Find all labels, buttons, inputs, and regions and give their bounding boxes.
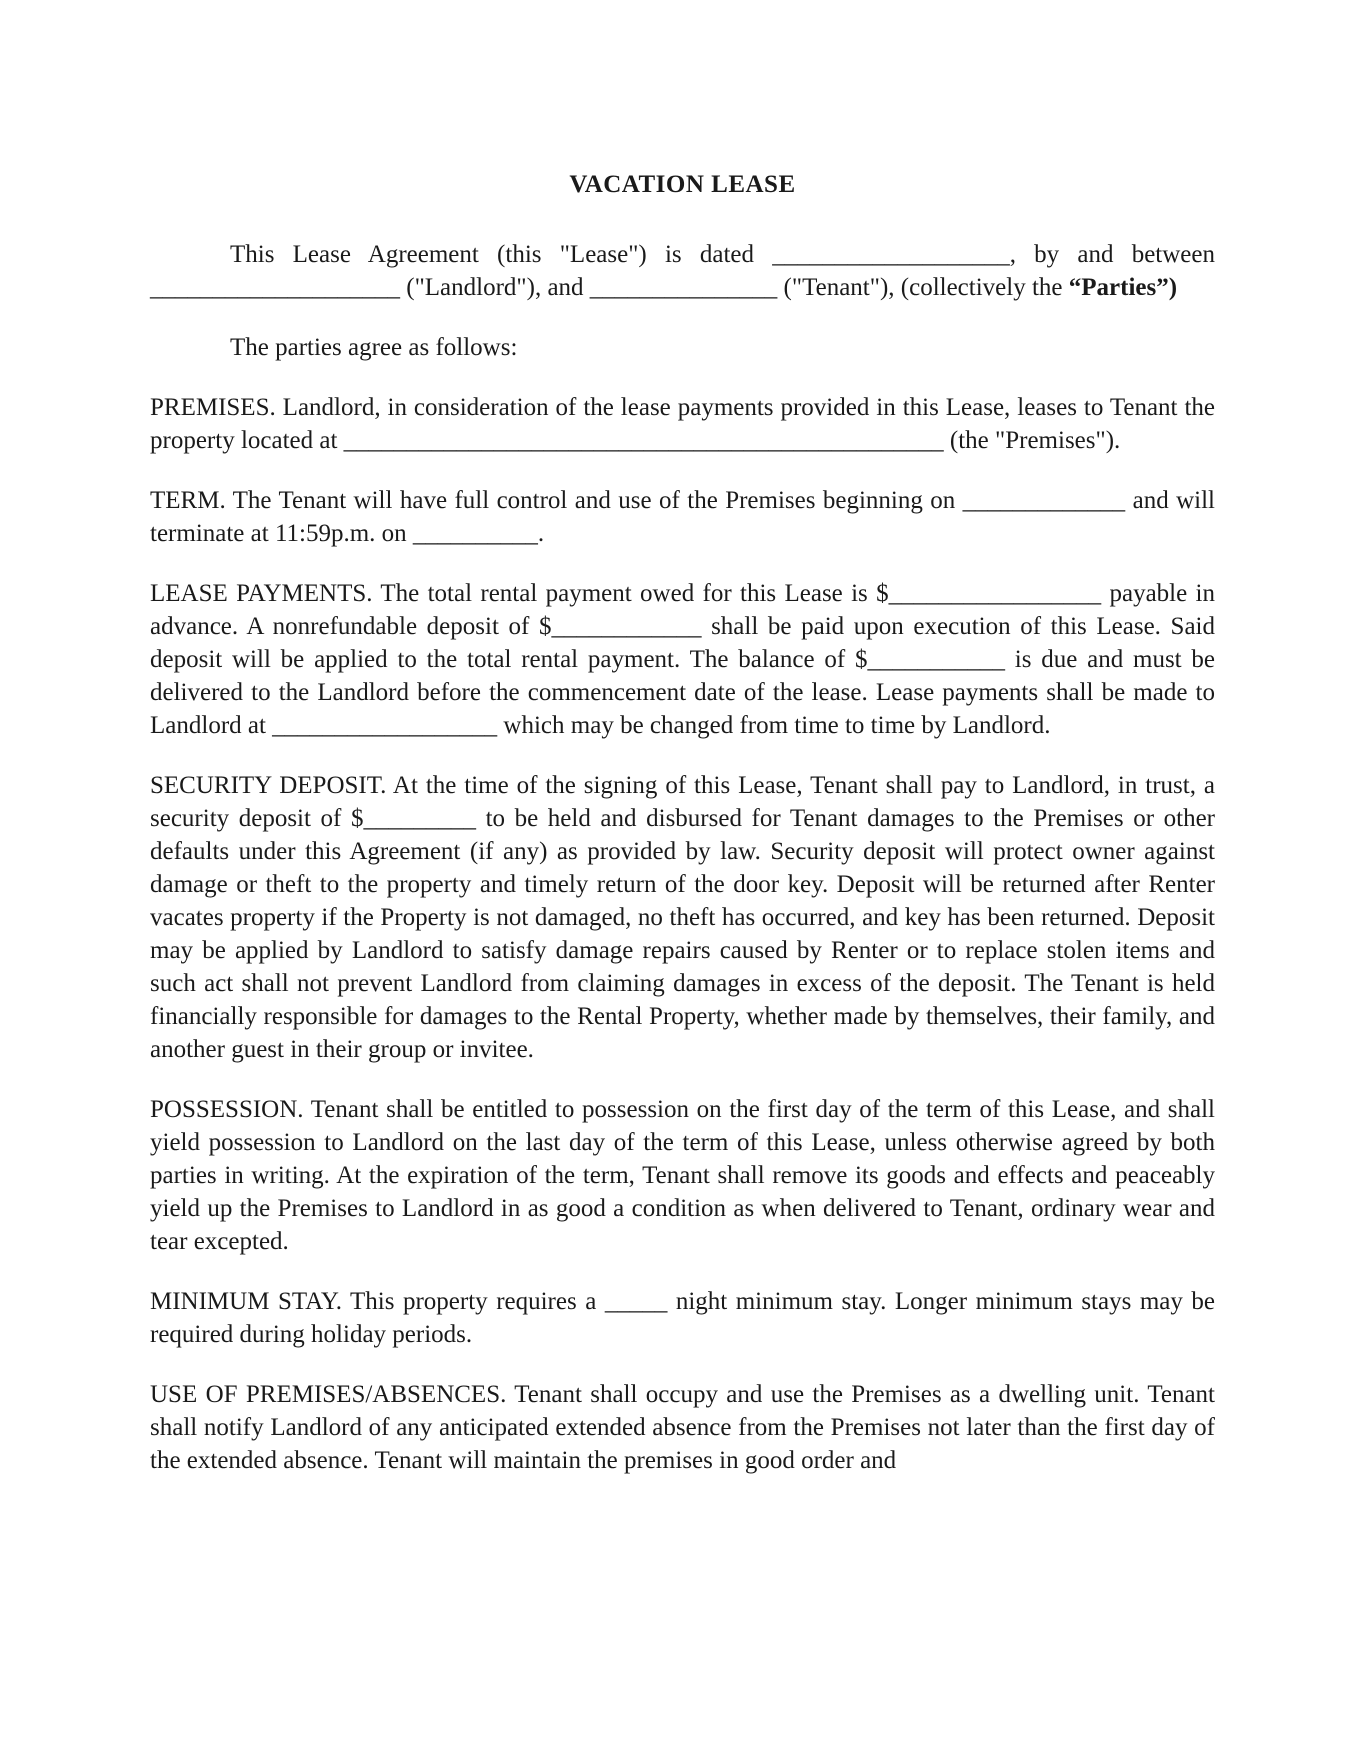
paragraph-possession [150,1093,1215,1258]
paragraph-bold-text: “Parties”) [1068,274,1178,301]
paragraph-text: USE OF PREMISES/ABSENCES. Tenant shall occupy and use the Premises as a dwelling unit. Tenant shall notify Landlord of any anticipated extended absence from the Premises not later than the first day of the extended absence. Tenant will maintain the premises in good order and [150,1381,1215,1474]
document-body [150,238,1215,1477]
paragraph-text: PREMISES. Landlord, in consideration of the lease payments provided in this Lease, leases to Tenant the property located at ________________________________________________ (the "Premises"). [150,394,1215,454]
paragraph-text: SECURITY DEPOSIT. At the time of the signing of this Lease, Tenant shall pay to Landlord, in trust, a security deposit of $_________ to be held and disbursed for Tenant damages to the Premises or other defaults under this Agreement (if any) as provided by law. Security deposit will protect owner against damage or theft to the property and timely return of the door key. Deposit will be returned after Renter vacates property if the Property is not damaged, no theft has occurred, and key has been returned. Deposit may be applied by Landlord to satisfy damage repairs caused by Renter or to replace stolen items and such act shall not prevent Landlord from claiming damages in excess of the deposit. The Tenant is held financially responsible for damages to the Rental Property, whether made by themselves, their family, and another guest in their group or invitee. [150,772,1215,1063]
paragraph-text: This Lease Agreement (this "Lease") is dated ___________________, by and between ____________________ ("Landlord"), and _______________ ("Tenant"), (collectively the [150,241,1215,301]
paragraph-text: MINIMUM STAY. This property requires a _____ night minimum stay. Longer minimum stays may be required during holiday periods. [150,1288,1215,1348]
paragraph-minimum-stay [150,1285,1215,1351]
paragraph-text: LEASE PAYMENTS. The total rental payment owed for this Lease is $_________________ payable in advance. A nonrefundable deposit of $____________ shall be paid upon execution of this Lease. Said deposit will be applied to the total rental payment. The balance of $___________ is due and must be delivered to the Landlord before the commencement date of the lease. Lease payments shall be made to Landlord at __________________ which may be changed from time to time by Landlord. [150,580,1215,739]
paragraph-security-deposit [150,769,1215,1066]
paragraph-text: POSSESSION. Tenant shall be entitled to possession on the first day of the term of this Lease, and shall yield possession to Landlord on the last day of the term of this Lease, unless otherwise agreed by both parties in writing. At the expiration of the term, Tenant shall remove its goods and effects and peaceably yield up the Premises to Landlord in as good a condition as when delivered to Tenant, ordinary wear and tear excepted. [150,1096,1215,1255]
paragraph-text: TERM. The Tenant will have full control and use of the Premises beginning on _____________ and will terminate at 11:59p.m. on __________. [150,487,1215,547]
paragraph-lease-payments [150,577,1215,742]
paragraph-use-of-premises [150,1378,1215,1477]
document-title: VACATION LEASE [569,171,796,198]
paragraph-intro [150,238,1215,304]
paragraph-lead-in [150,331,1215,364]
paragraph-premises [150,391,1215,457]
paragraph-text: The parties agree as follows: [230,334,518,361]
paragraph-term [150,484,1215,550]
